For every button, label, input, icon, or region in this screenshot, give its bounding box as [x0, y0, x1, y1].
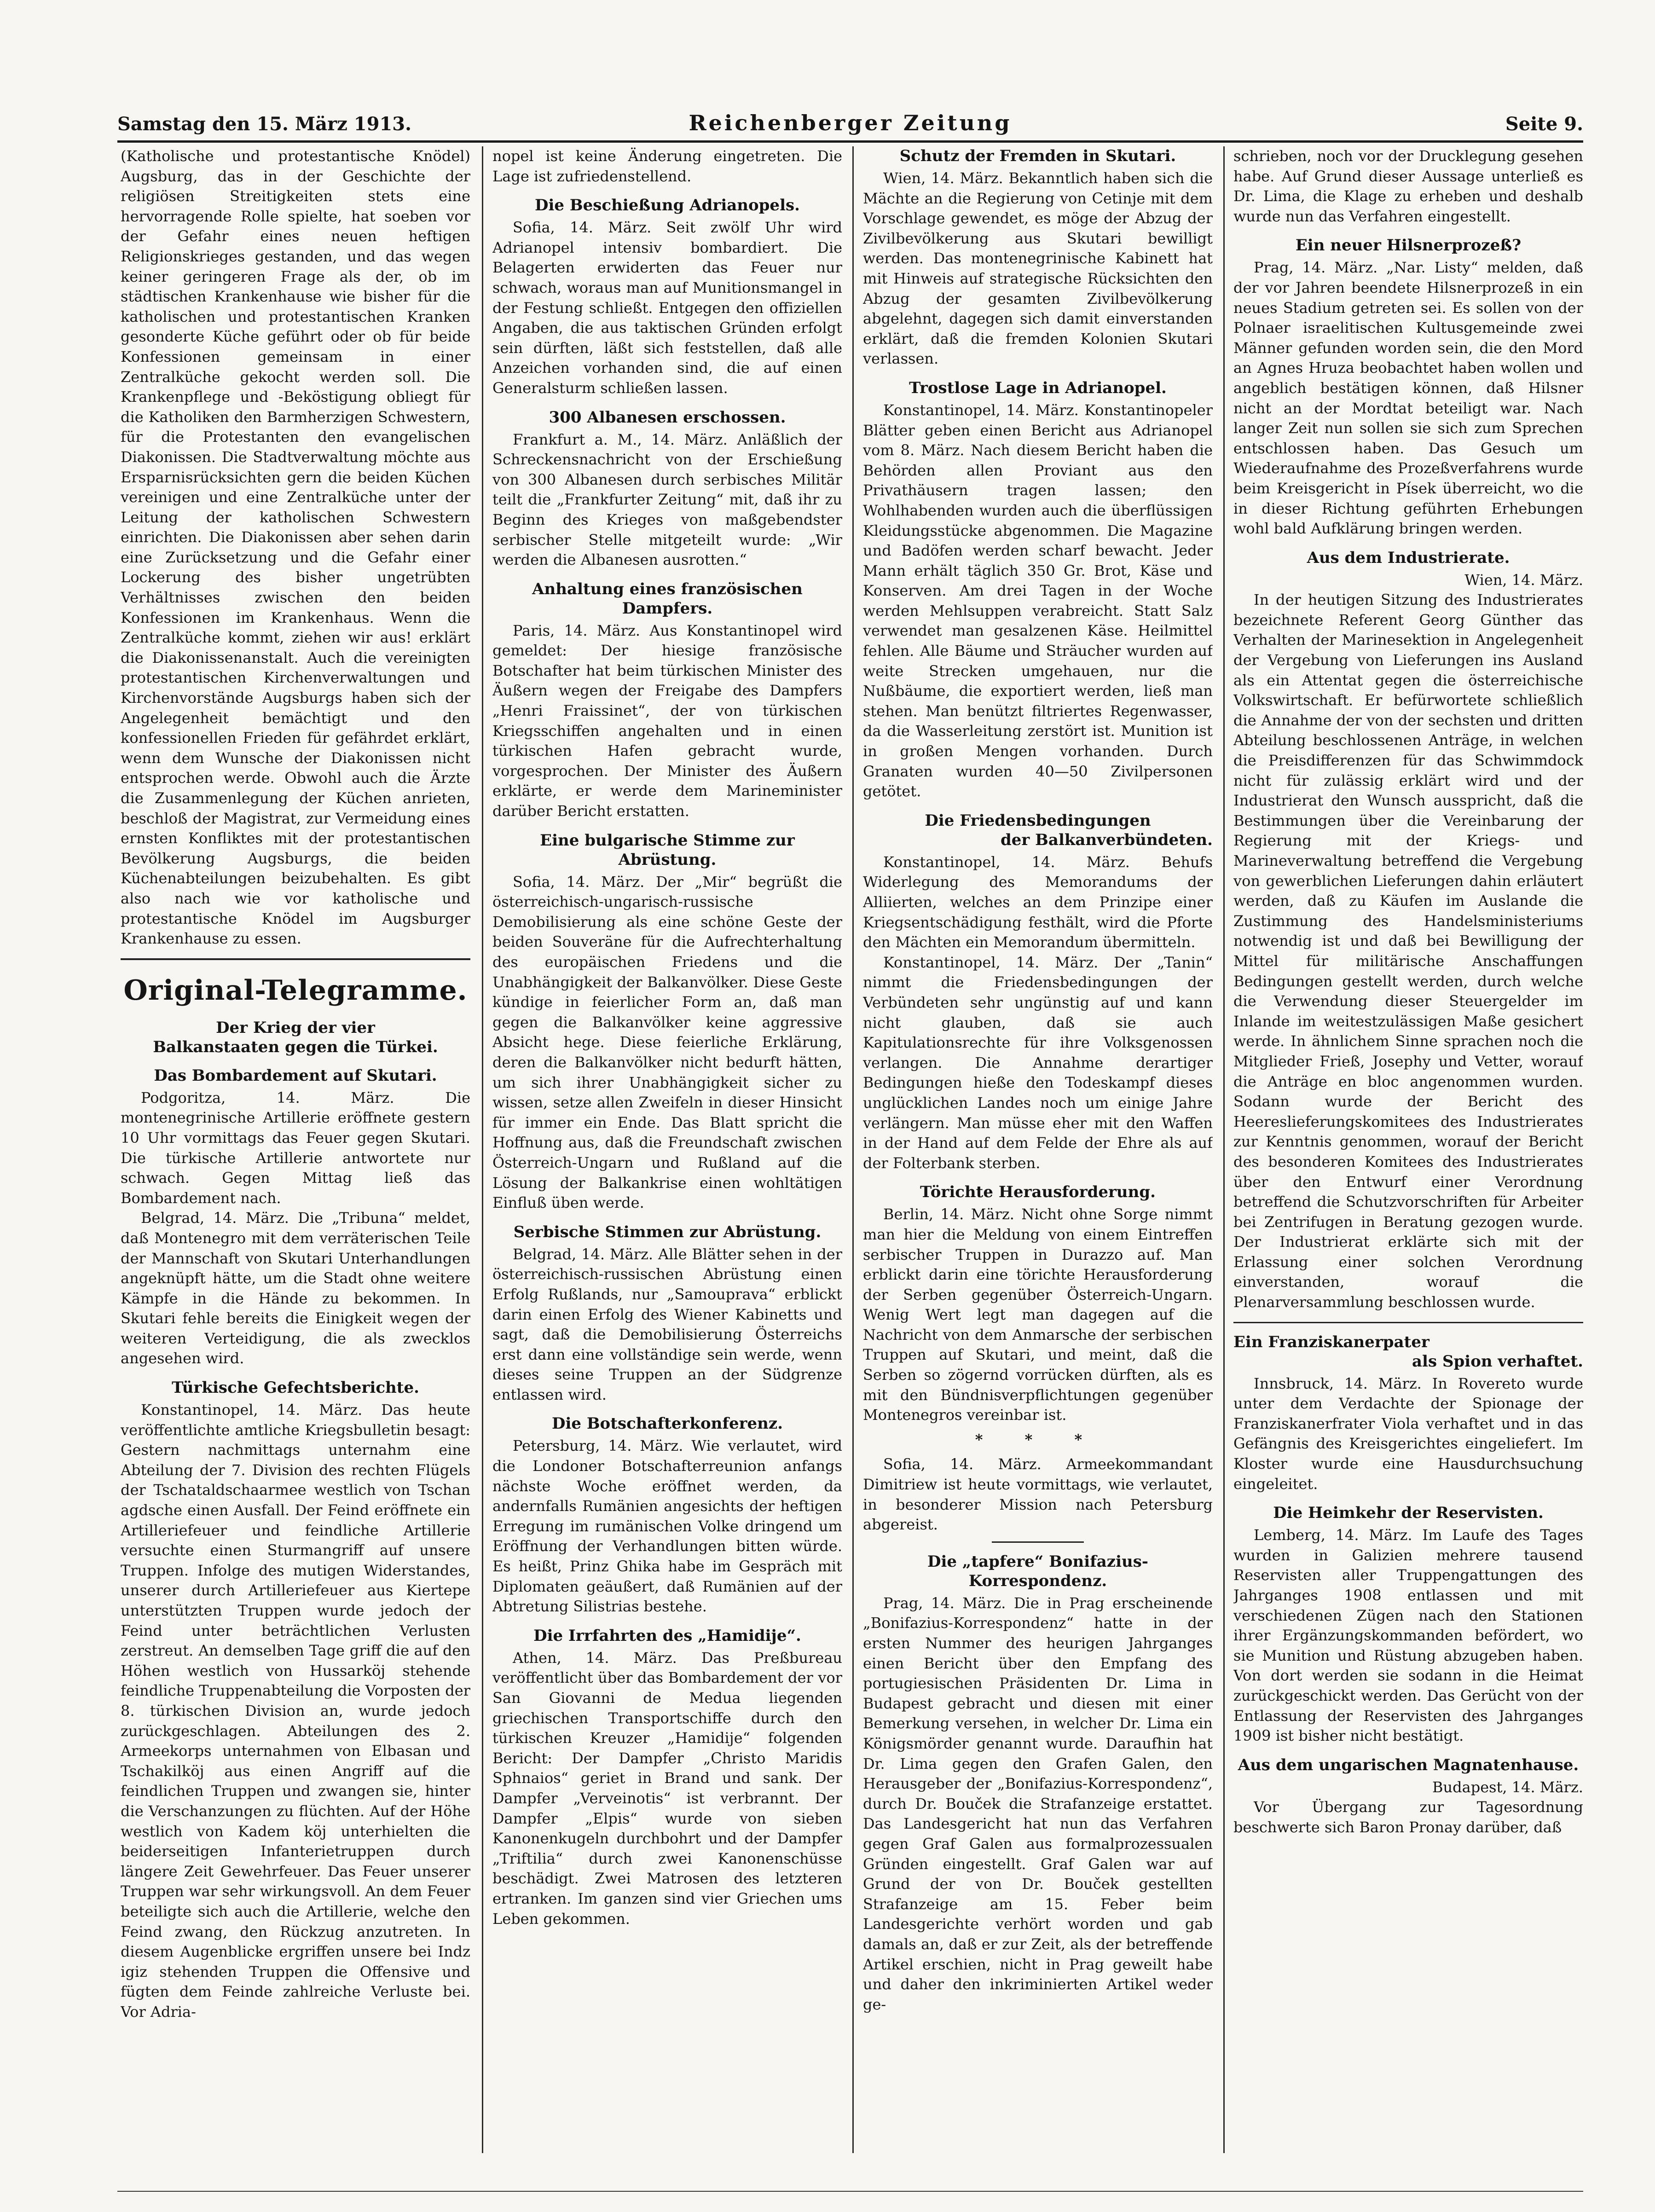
heading-industrierat: Aus dem Industrierate. — [1307, 548, 1510, 567]
column-divider-3 — [1223, 146, 1225, 2153]
heading-bulgarian-voice: Eine bulgarische Stimme zur Abrüstung. — [540, 831, 795, 869]
article-prag: Prag, 14. März. Die in Prag erscheinende „Bonifazius-Korrespondenz“ hatte in der ersten Nummer des heurigen Jahrganges einen Bericht über den Empfang des portugiesischen Präsidenten Dr. Lima in Budapest gebracht und diesen mit einer Bemerkung versehen, in welcher Dr. Lima ein Königsmörder genannt wurde. Daraufhin hat Dr. Lima gegen den Grafen Galen, den Herausgeber der „Bonifazius-Korrespondenz“, durch Dr. Bouček die Strafanzeige erstattet. Das Landesgericht hat nun das Verfahren gegen Graf Galen aus formalprozessualen Gründen eingestellt. Graf Galen war auf Grund der von Dr. Bouček gestellten Strafanzeige am 15. Feber beim Landesgerichte verhört worden und gab damals an, daß er zur Zeit, als der betreffende Artikel erschien, nicht in Prag geweilt habe und daher den inkriminierten Artikel weder ge- — [863, 1594, 1213, 2013]
article-prag-2: Prag, 14. März. „Nar. Listy“ melden, daß der vor Jahren beendete Hilsnerprozeß in ein neues Stadium getreten sei. Es sollen von der Polnaer israelitischen Kultusgemeinde zwei Männer gefunden worden sein, die den Mord an Agnes Hruza beobachtet haben wollen und angeblich bestätigen können, daß Hilsner nicht an der Mordtat beteiligt war. Nach langer Zeit nun sollen sie sich zum Sprechen entschlossen haben. Das Gesuch um Wiederaufnahme des Prozeßverfahrens wurde beim Kreisgericht in Písek überreicht, wo die in dieser Richtung geführten Erhebungen wohl bald Aufklärung bringen werden. — [1233, 259, 1583, 538]
article-belgrad-2: Belgrad, 14. März. Alle Blätter sehen in der österreichisch-russischen Abrüstung einen Erfolg Rußlands, nur „Samouprava“ erblickt darin einen Erfolg des Wiener Kabinetts und sagt, daß die Demobilisierung Österreichs erst dann eine vollständige sein werde, wenn dieses seine Truppen an der Südgrenze entlassen wird. — [492, 1245, 842, 1403]
article-continuation: nopel ist keine Änderung eingetreten. Die Lage ist zufriedenstellend. — [492, 147, 842, 185]
heading-schutz: Schutz der Fremden in Skutari. — [899, 147, 1176, 165]
separator-stars: * * * — [975, 1430, 1101, 1448]
heading-botschafter: Die Botschafterkonferenz. — [551, 1414, 783, 1433]
heading-dampfer: Anhaltung eines französischen Dampfers. — [532, 579, 803, 618]
article-petersburg: Petersburg, 14. März. Wie verlautet, wird die Londoner Botschafterreunion anfangs nächste Woche eröffnet werden, da andernfalls Rumänien angesichts der heftigen Erregung im rumänischen Volke dringend um Eröffnung der Verhandlungen bitten würde. Es heißt, Prinz Ghika habe im Gespräch mit Diplomaten geäußert, daß Rumänien auf der Abtretung Silistrias bestehe. — [492, 1437, 842, 1616]
heading-franz-line-1: Ein Franziskanerpater — [1233, 1332, 1429, 1351]
heading-skutari: Das Bombardement auf Skutari. — [154, 1066, 437, 1085]
article-knoedel: (Katholische und protestantische Knödel) Augsburg, das in der Geschichte der religiösen Streitigkeiten stets eine hervorragende Rolle spielte, hat soeben vor der Gefahr eines neuen heftigen Religionskrieges gestanden, und das wegen keiner geringeren Frage als der, ob im städtischen Krankenhause wie bisher für die katholischen und protestantischen Kranken gesonderte Küche geführt oder ob für beide Konfessionen gemeinsam in einer Zentralküche gekocht werden soll. Die Krankenpflege und -Beköstigung obliegt für die Katholiken den Barmherzigen Schwestern, für die Protestanten den evangelischen Diakonissen. Die Stadtverwaltung möchte aus Ersparnisrücksichten gern die beiden Küchen vereinigen und eine Zentralküche unter der Leitung der katholischen Schwestern einrichten. Die Diakonissen aber sehen darin eine Zurücksetzung und die Gefahr einer Lockerung des bisher ungetrübten Verhältnisses zwischen den beiden Konfessionen im Krankenhaus. Wenn die Zentralküche kommt, ziehen wir aus! erklärt die Diakonissenanstalt. Auch die vereinigten protestantischen Kirchenverwaltungen und Kirchenvorstände Augsburgs haben sich der Angelegenheit bemächtigt und den konfessionellen Frieden für gefährdet erklärt, wenn dem Wunsche der Diakonissen nicht entsprochen werde. Obwohl auch die Ärzte die Zusammenlegung der Küchen anrieten, beschloß der Magistrat, zur Vermeidung eines ernsten Konfliktes mit der protestantischen Bevölkerung Augsburgs, die beiden Küchenabteilungen beizubehalten. Es gibt also nach wie vor katholische und protestantische Knödel im Augsburger Krankenhause zu essen. — [121, 147, 470, 948]
masthead: Reichenberger Zeitung — [689, 110, 1012, 135]
heading-heimkehr: Die Heimkehr der Reservisten. — [1273, 1504, 1544, 1523]
article-sofia: Sofia, 14. März. Seit zwölf Uhr wird Adrianopel intensiv bombardiert. Die Belagerten erwiderten das Feuer nur schwach, woraus man auf Munitionsmangel in der Festung schließt. Entgegen den offiziellen Angaben, die aus taktischen Gründen erfolgt sein dürften, läßt sich feststellen, daß alle Anzeichen vorhanden sind, die auf einen Generalsturm schließen lassen. — [492, 219, 842, 397]
heading-franz-line-2: als Spion verhaftet. — [1412, 1352, 1583, 1371]
article-sofia-2: Sofia, 14. März. Der „Mir“ begrüßt die österreichisch-ungarisch-russische Demobilisierung als eine schöne Geste der beiden Souveräne für die Aufrechterhaltung des europäischen Friedens und die Unabhängigkeit der Balkanvölker. Diese Geste kündige in feierlicher Form an, daß man gegen die Balkanvölker keine aggressive Absicht hege. Diese feierliche Erklärung, deren die Balkanvölker nicht bedurft hätten, um sich ihrer Unabhängigkeit sicher zu wissen, setze allen Zweifeln in dieser Hinsicht für immer ein Ende. Das Blatt spricht die Hoffnung aus, daß die Freundschaft zwischen Österreich-Ungarn und Rußland auf die Lösung der Balkankrise einen wohltätigen Einfluß üben werde. — [492, 873, 842, 1212]
heading-bonifazius: Die „tapfere“ Bonifazius-Korrespondenz. — [927, 1552, 1149, 1590]
article-konstantinopel: Konstantinopel, 14. März. Das heute veröffentlichte amtliche Kriegsbulletin besagt: Gestern nachmittags unternahm eine Abteilung der 7. Division des rechten Flügels der Tschataldschaarmee westlich von Tschan agdsche einen Ausfall. Der Feind eröffnete ein Artilleriefeuer und feindliche Artillerie versuchte einen Sturmangriff auf unsere Truppen. Infolge des mutigen Widerstandes, unserer durch Artilleriefeuer aus Kiertepe unterstützten Truppen wurde jedoch der Feind unter beträchtlichen Verlusten zerstreut. An demselben Tage griff die auf den Höhen westlich von Hussarköj stehende feindliche Truppenabteilung die Vorposten der 8. türkischen Division an, wurde jedoch zurückgeschlagen. Abteilungen des 2. Armeekorps unternahmen von Elbasan und Tschakilköj aus einen Angriff auf die feindlichen Truppen und zwangen sie, hinter die Verschanzungen zu flüchten. Auf der Höhe westlich von Kadem köj unterhielten die beiderseitigen Infanterietruppen durch längere Zeit Gewehrfeuer. Das Feuer unserer Truppen war sehr wirkungsvoll. An dem Feuer beteiligte sich auch die Artillerie, welche den Feind zwang, den Rückzug anzutreten. In diesem Augenblicke ergriffen unsere bei Indz igiz stehenden Truppen die Offensive und fügten dem Feinde zahlreiche Verluste bei. Vor Adria- — [121, 1401, 470, 2021]
dateline-budapest: Budapest, 14. März. — [1432, 1778, 1583, 1796]
short-rule — [992, 1541, 1084, 1543]
column-2 — [492, 146, 842, 2185]
article-sofia-3: Sofia, 14. März. Armeekommandant Dimitriew ist heute vormittags, wie verlautet, in besonderer Mission nach Petersburg abgereist. — [863, 1455, 1213, 1534]
war-heading-line-1: Der Krieg der vier — [216, 1018, 375, 1037]
bottom-rule — [117, 2191, 1583, 2192]
heading-magnatenhaus: Aus dem ungarischen Magnatenhause. — [1238, 1755, 1579, 1774]
column-4 — [1233, 146, 1583, 2185]
article-belgrad: Belgrad, 14. März. Die „Tribuna“ meldet, daß Montenegro mit dem verräterischen Teile der Mannschaft von Skutari Unterhandlungen angeknüpft hätte, um die Stadt ohne weitere Kämpfe in die Hände zu bekommen. In Skutari fehle bereits die Einigkeit wegen der weiteren Verteidigung, die als zwecklos angesehen wird. — [121, 1209, 470, 1367]
column-1 — [121, 146, 470, 2185]
header-rule — [117, 140, 1583, 143]
article-continuation-2: schrieben, noch vor der Drucklegung gesehen habe. Auf Grund dieser Aussage unterließ es Dr. Lima, die Klage zu erheben und deshalb wurde nun das Verfahren eingestellt. — [1233, 147, 1583, 225]
heading-hamidije: Die Irrfahrten des „Hamidije“. — [533, 1626, 801, 1645]
column-3 — [863, 146, 1213, 2185]
article-frankfurt: Frankfurt a. M., 14. März. Anläßlich der Schreckensnachricht von der Erschießung von 300 Albanesen durch serbisches Militär teilt die „Frankfurter Zeitung“ mit, daß ihr zu Beginn des Krieges von maßgebendster serbischer Stelle mitgeteilt wurde: „Wir werden die Albanesen ausrotten.“ — [492, 430, 842, 569]
article-konstantinopel-3: Konstantinopel, 14. März. Behufs Widerlegung des Memorandums der Alliierten, welches an dem Prinzipe einer Kriegsentschädigung festhält, wird die Pforte den Mächten ein Memorandum übermitteln. — [863, 853, 1213, 951]
article-athen: Athen, 14. März. Das Preßbureau veröffentlicht über das Bombardement der vor San Giovanni de Medua liegenden griechischen Transportschiffe durch den türkischen Kreuzer „Hamidije“ folgenden Bericht: Der Dampfer „Christo Maridis Sphnaios“ geriet in Brand und sank. Der Dampfer „Verveinotis“ ist verbrannt. Der Dampfer „Elpis“ wurde von sieben Kanonenkugeln durchbohrt und der Dampfer „Triftilia“ durch zwei Kanonenschüsse beschädigt. Zwei Matrosen des letzteren ertranken. Im ganzen sind vier Griechen ums Leben gekommen. — [492, 1649, 842, 1928]
section-title: Original-Telegramme. — [123, 974, 468, 1007]
section-rule — [121, 958, 470, 960]
column-divider-1 — [482, 146, 483, 2153]
article-lemberg: Lemberg, 14. März. Im Laufe des Tages wurden in Galizien mehrere tausend Reservisten aller Truppengattungen des Jahrganges 1908 entlassen und mit verschiedenen Zügen nach den Stationen ihrer Ergänzungskommanden befördert, wo sie Munition und Rüstung abzugeben haben. Von dort werden sie sodann in die Heimat zurückgeschickt werden. Das Gerücht von der Entlassung der Reservisten des Jahrganges 1909 ist bisher nicht bestätigt. — [1233, 1526, 1583, 1745]
header-date: Samstag den 15. März 1913. — [117, 113, 412, 135]
article-paris: Paris, 14. März. Aus Konstantinopel wird gemeldet: Der hiesige französische Botschafter hat beim türkischen Minister des Äußern wegen der Freigabe des Dampfers „Henri Fraissinet“, der von türkischen Kriegsschiffen angehalten und in einen türkischen Hafen gebracht wurde, vorgesprochen. Der Minister des Äußern erklärte, er werde dem Marineminister darüber Bericht erstatten. — [492, 621, 842, 820]
section-rule-2 — [1233, 1322, 1583, 1323]
column-divider-2 — [852, 146, 854, 2153]
heading-albanesen: 300 Albanesen erschossen. — [549, 408, 786, 427]
article-industrierat: In der heutigen Sitzung des Industrierates bezeichnete Referent Georg Günther das Verhalten der Marinesektion in Angelegenheit der Vergebung von Lieferungen ins Ausland als ein Attentat gegen die österreichische Volkswirtschaft. Er befürwortete schließlich die Annahme der von der sechsten und dritten Abteilung beschlossenen Anträge, in welchen die Preisdifferenzen für das Schwimmdock nicht für zulässig erklärt wird und der Industrierat den Wunsch ausspricht, daß die Bestimmungen über die Vereinbarung der Regierung mit der Kriegs- und Marineverwaltung betreffend die Vergebung von gewerblichen Lieferungen dahin erläutert werden, daß zu Käufen im Auslande die Zustimmung des Handelsministeriums notwendig ist und daß bei Bewilligung der Mittel für militärische Anschaffungen Bedingungen gestellt werden, durch welche die Verwendung dieser Steuergelder im Inlande im weitestzulässigen Maße gesichert werde. In ähnlichem Sinne sprachen noch die Mitglieder Frieß, Josephy und Vetter, worauf die Anträge en bloc angenommen wurden. Sodann wurde der Bericht des Heereslieferungskomitees des Industrierates zur Kenntnis genommen, worauf der Bericht des besonderen Komitees des Industrierates über den Entwurf einer Verordnung betreffend die Schutzvorschriften für Arbeiter bei Zentrifugen in Beratung gezogen wurde. Der Industrierat erklärte sich mit der Erlassung einer solchen Verordnung einverstanden, worauf die Plenarversammlung beschlossen wurde. — [1233, 591, 1583, 1311]
article-konstantinopel-4: Konstantinopel, 14. März. Der „Tanin“ nimmt die Friedensbedingungen der Verbündeten sehr ungünstig auf und kann nicht glauben, daß sie auch Kapitulationsrechte für ihre Volksgenossen verlangen. Die Annahme derartiger Bedingungen hieße den Todeskampf dieses unglücklichen Landes noch um einige Jahre verlängern. Man müsse eher mit den Waffen in der Hand auf dem Felde der Ehre als auf der Folterbank sterben. — [863, 953, 1213, 1172]
heading-adrianopel: Die Beschießung Adrianopels. — [535, 196, 800, 215]
heading-hilsner: Ein neuer Hilsnerprozeß? — [1295, 236, 1522, 255]
article-berlin: Berlin, 14. März. Nicht ohne Sorge nimmt man hier die Meldung von einem Eintreffen serbischer Truppen in Durazzo auf. Man erblickt darin eine törichte Herausforderung der Serben gegenüber Österreich-Ungarn. Wenig Wert legt man dagegen auf die Nachricht von dem Anmarsche der serbischen Truppen auf Skutari, und meint, daß die Serben so zögernd vorrücken dürften, als es mit den Bündnisverpflichtungen gegenüber Montenegros vereinbar ist. — [863, 1205, 1213, 1424]
article-budapest: Vor Übergang zur Tagesordnung beschwerte sich Baron Pronay darüber, daß — [1233, 1798, 1583, 1836]
page-number: Seite 9. — [1505, 113, 1583, 135]
heading-serbian-voices: Serbische Stimmen zur Abrüstung. — [513, 1222, 822, 1241]
article-podgoritza: Podgoritza, 14. März. Die montenegrinische Artillerie eröffnete gestern 10 Uhr vormittags das Feuer gegen Skutari. Die türkische Artillerie antwortete nur schwach. Gegen Mittag ließ das Bombardement nach. — [121, 1089, 470, 1207]
heading-turkish-reports: Türkische Gefechtsberichte. — [172, 1378, 419, 1397]
war-heading-line-2: Balkanstaaten gegen die Türkei. — [153, 1037, 438, 1056]
dateline-wien: Wien, 14. März. — [1464, 571, 1583, 589]
article-wien: Wien, 14. März. Bekanntlich haben sich die Mächte an die Regierung von Cetinje mit dem Vorschlage gewendet, es möge der Abzug der Zivilbevölkerung aus Skutari bewilligt werden. Das montenegrinische Kabinett hat mit Hinweis auf strategische Rücksichten den Abzug der gesamten Zivilbevölkerung abgelehnt, dagegen sich damit einverstanden erklärt, daß die fremden Kolonien Skutari verlassen. — [863, 169, 1213, 368]
heading-trostlos: Trostlose Lage in Adrianopel. — [909, 378, 1167, 397]
article-innsbruck: Innsbruck, 14. März. In Rovereto wurde unter dem Verdachte der Spionage der Franziskanerfrater Viola verhaftet und in das Gefängnis des Kreisgerichtes eingeliefert. Im Kloster wurde eine Hausdurchsuchung eingeleitet. — [1233, 1374, 1583, 1493]
heading-toricht: Törichte Herausforderung. — [920, 1183, 1156, 1202]
heading-fried-line-1: Die Friedensbedingungen — [925, 811, 1151, 830]
page-header — [117, 110, 1583, 137]
heading-fried-line-2: der Balkanverbündeten. — [1001, 830, 1213, 849]
article-konstantinopel-2: Konstantinopel, 14. März. Konstantinopeler Blätter geben einen Bericht aus Adrianopel vom 8. März. Nach diesem Bericht haben die Behörden allen Proviant aus den Privathäusern tragen lassen; den Wohlhabenden wurden auch die überflüssigen Kleidungsstücke abgenommen. Die Magazine und Badöfen werden scharf bewacht. Jeder Mann erhält täglich 350 Gr. Brot, Käse und Konserven. Am drei Tagen in der Woche werden Mehlsuppen verabreicht. Statt Salz verwendet man gesalzenen Käse. Heilmittel fehlen. Alle Bäume und Sträucher wurden auf weite Strecken umgehauen, nur die Nußbäume, die exportiert werden, ließ man stehen. Man benützt filtriertes Regenwasser, da die Wasserleitung zerstört ist. Munition ist in großen Mengen vorhanden. Durch Granaten wurden 40—50 Zivilpersonen getötet. — [863, 401, 1213, 800]
